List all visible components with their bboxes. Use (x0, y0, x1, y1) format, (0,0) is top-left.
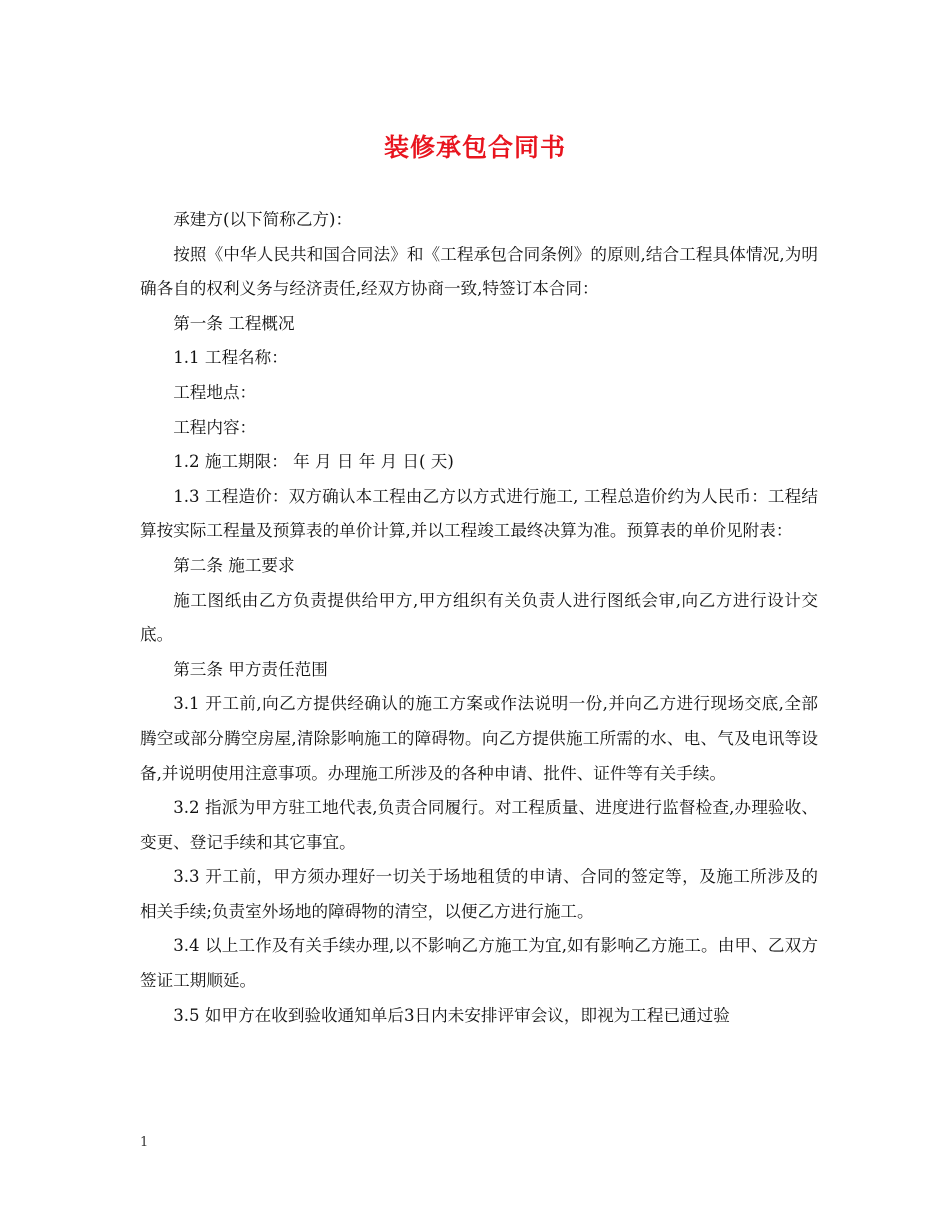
paragraph-clause-3-3: 3.3 开工前，甲方须办理好一切关于场地租赁的申请、合同的签定等，及施工所涉及的相关手续;负责室外场地的障碍物的清空，以便乙方进行施工。 (140, 867, 818, 921)
paragraph-project-name: 1.1 工程名称： (173, 348, 288, 368)
paragraph-construction-period: 1.2 施工期限： 年 月 日 年 月 日( 天) (173, 452, 454, 472)
heading-article-3: 第三条 甲方责任范围 (173, 659, 328, 679)
heading-article-2: 第二条 施工要求 (173, 555, 295, 575)
paragraph-clause-3-2: 3.2 指派为甲方驻工地代表,负责合同履行。对工程质量、进度进行监督检查,办理验收、变更、登记手续和其它事宜。 (140, 798, 818, 852)
paragraph-clause-3-1: 3.1 开工前,向乙方提供经确认的施工方案或作法说明一份,并向乙方进行现场交底,全部腾空或部分腾空房屋,清除影响施工的障碍物。向乙方提供施工所需的水、电、气及电讯等设备,并说明使用注意事项。办理施工所涉及的各种申请、批件、证件等有关手续。 (140, 694, 818, 783)
paragraph-clause-3-4: 3.4 以上工作及有关手续办理,以不影响乙方施工为宜,如有影响乙方施工。由甲、乙双方签证工期顺延。 (140, 936, 818, 991)
paragraph-drawings: 施工图纸由乙方负责提供给甲方,甲方组织有关负责人进行图纸会审,向乙方进行设计交底。 (140, 590, 818, 645)
document-body (140, 203, 818, 1033)
paragraph-contractor: 承建方(以下简称乙方)： (173, 210, 353, 229)
page-number: 1 (140, 1135, 149, 1150)
paragraph-preamble: 按照《中华人民共和国合同法》和《工程承包合同条例》的原则,结合工程具体情况,为明确各自的权利义务与经济责任,经双方协商一致,特签订本合同： (140, 244, 818, 299)
paragraph-project-cost: 1.3 工程造价：双方确认本工程由乙方以方式进行施工, 工程总造价约为人民币：工程结算按实际工程量及预算表的单价计算,并以工程竣工最终决算为准。预算表的单价见附表： (140, 486, 818, 541)
document-title: 装修承包合同书 (383, 133, 566, 162)
paragraph-project-content: 工程内容： (173, 417, 257, 437)
paragraph-project-location: 工程地点： (173, 382, 257, 402)
heading-article-1: 第一条 工程概况 (173, 313, 295, 333)
paragraph-clause-3-5: 3.5 如甲方在收到验收通知单后3日内未安排评审会议，即视为工程已通过验 (173, 1005, 730, 1025)
